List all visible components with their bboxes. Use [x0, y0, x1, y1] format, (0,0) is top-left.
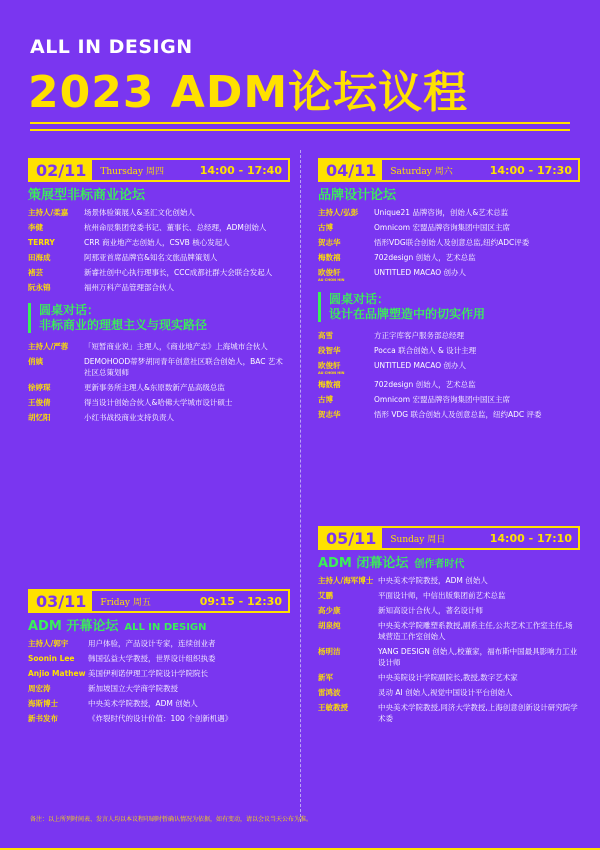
speaker-row [28, 252, 290, 263]
speaker-name [28, 341, 84, 352]
session-title-main: ADM 闭幕论坛 [318, 556, 409, 571]
speaker-row [318, 590, 580, 601]
session-day: Sunday 周日 [390, 534, 446, 545]
speaker-desc: 美国伊利诺伊理工学院设计学院院长 [88, 669, 208, 678]
speaker-desc: YANG DESIGN 创始人,校董家，福布斯中国最具影响力工业设计师 [378, 647, 578, 667]
speaker-row [28, 207, 290, 218]
roundtable-heading [28, 303, 290, 333]
speaker-desc: 阿那亚首席品牌官&知名文旅品牌策划人 [84, 253, 218, 262]
session-day: Friday 周五 [100, 597, 151, 608]
speaker-row [318, 330, 580, 341]
speaker-name [318, 237, 374, 248]
session-0411-header [318, 158, 580, 182]
speaker-desc: 「短暂商业说」主理人，《商业地产志》上海城市合伙人 [84, 342, 268, 351]
speaker-row [318, 345, 580, 356]
speaker-row [28, 668, 290, 679]
speaker-desc: 灵动 AI 创始人,视觉中国设计平台创始人 [378, 688, 513, 697]
speaker-row [318, 394, 580, 405]
speaker-row [318, 360, 580, 375]
speaker-name [318, 575, 378, 586]
speaker-desc: 更新事务所主理人&东原数新产品高级总监 [84, 383, 225, 392]
speaker-name-text: 古博 [318, 395, 333, 404]
speaker-list [318, 207, 580, 282]
speaker-desc: Omnicom 宏盟品牌咨询集团中国区主席 [374, 223, 510, 232]
session-0311 [28, 589, 290, 724]
speaker-desc: 杭州命辰集团党委书记、董事长、总经理，ADM创始人 [84, 223, 267, 232]
speaker-name-text: 主持人/弘彭 [318, 208, 359, 217]
speaker-name [28, 382, 84, 393]
speaker-name-text: 贺志华 [318, 410, 341, 419]
session-title: 策展型非标商业论坛 [28, 188, 146, 203]
speaker-name-text: 王敏教授 [318, 703, 348, 712]
speaker-desc: 平面设计师，中信出版集团前艺术总监 [378, 591, 506, 600]
session-day: Thursday 周四 [100, 166, 164, 177]
speaker-name [318, 590, 378, 601]
speaker-desc: 韩国弘益大学教授，世界设计组织执委 [88, 654, 216, 663]
speaker-name [318, 345, 374, 356]
speaker-name-text: 高少康 [318, 606, 341, 615]
speaker-desc: 用户体验，产品设计专家，连续创业者 [88, 639, 216, 648]
speaker-row [318, 702, 580, 724]
speaker-name-en: AU CHON HIN [318, 278, 345, 282]
speaker-name [28, 698, 88, 709]
speaker-name-text: 俏姨 [28, 357, 43, 366]
session-time: 14:00 - 17:40 [199, 163, 282, 177]
speaker-desc: 702design 创始人，艺术总监 [374, 380, 476, 389]
speaker-row [28, 638, 290, 649]
speaker-name-text: 梅数禧 [318, 253, 341, 262]
speaker-name-text: 艾鹏 [318, 591, 333, 600]
speaker-desc: 《炸裂时代的设计价值：100 个创新机遇》 [88, 714, 233, 723]
speaker-row [318, 687, 580, 698]
speaker-name [318, 207, 374, 218]
speaker-desc: UNTITLED MACAO 创办人 [374, 268, 467, 277]
speaker-desc: 702design 创始人，艺术总监 [374, 253, 476, 262]
speaker-desc: 新加坡国立大学商学院教授 [88, 684, 178, 693]
speaker-desc: 福州万科产品管理部合伙人 [84, 283, 174, 292]
speaker-name [28, 397, 84, 408]
speaker-name-text: 徐婷琛 [28, 383, 51, 392]
speaker-name-text: 阮永锦 [28, 283, 51, 292]
speaker-name [318, 222, 374, 233]
speaker-name [28, 267, 84, 278]
roundtable-speaker-list [318, 330, 580, 420]
speaker-name-en: AU CHON HIN [318, 371, 345, 375]
speaker-name [28, 653, 88, 664]
speaker-name [318, 620, 378, 642]
speaker-desc: 场景体验策展人&圣汇文化创始人 [84, 208, 195, 217]
speaker-name [28, 237, 84, 248]
speaker-row [28, 698, 290, 709]
speaker-name-text: 主持人/严蓉 [28, 342, 69, 351]
speaker-desc: 新睿社创中心执行理事长，CCC成都社群大会联合发起人 [84, 268, 273, 277]
speaker-name-text: 周宏涛 [28, 684, 51, 693]
session-time: 14:00 - 17:10 [489, 531, 572, 545]
speaker-name-text: 欧俊轩 [318, 268, 341, 277]
speaker-name-text: 主持人/海军博士 [318, 576, 374, 585]
speaker-desc: 中央美术学院雕塑系教授,副系主任,公共艺术工作室主任,场域营造工作室创始人 [378, 621, 573, 641]
session-date: 05/11 [320, 528, 382, 548]
speaker-row [28, 237, 290, 248]
speaker-row [318, 575, 580, 586]
footnote: 备注：以上所列时间表、发言人均以本议程印刷时暂确认情况为依据，如有变动，请以会议当天公布为准。 [30, 816, 313, 823]
page-title: 2023 ADM论坛议程 [28, 67, 469, 118]
speaker-desc: 中央美院设计学院副院长,教授,数字艺术家 [378, 673, 518, 682]
header-rule-bottom [30, 129, 570, 131]
speaker-name [318, 330, 374, 341]
roundtable-speaker-list [28, 341, 290, 423]
speaker-row [28, 412, 290, 423]
session-title-sub: 创作者时代 [414, 559, 465, 570]
speaker-row [28, 382, 290, 393]
speaker-name [28, 713, 88, 724]
speaker-row [28, 356, 290, 378]
speaker-name [318, 605, 378, 616]
speaker-name-text: 王俊倩 [28, 398, 51, 407]
speaker-name-text: 海斯博士 [28, 699, 58, 708]
speaker-name-text: 高雪 [318, 331, 333, 340]
speaker-name [318, 409, 374, 420]
speaker-name [318, 360, 374, 375]
column-divider [300, 150, 301, 822]
session-0411 [318, 158, 580, 420]
speaker-name-text: 田海成 [28, 253, 51, 262]
speaker-name [28, 252, 84, 263]
speaker-row [28, 683, 290, 694]
speaker-desc: 中央美术学院教授,同济大学教授,上海创意创新设计研究院学术委 [378, 703, 578, 723]
roundtable-label: 圆桌对话： [39, 303, 100, 317]
speaker-name [318, 702, 378, 724]
roundtable-topic: 设计在品牌塑造中的切实作用 [329, 307, 486, 321]
speaker-name-text: 主持人/柔嘉 [28, 208, 69, 217]
speaker-name-text: 主持人/郭宇 [28, 639, 69, 648]
speaker-desc: 得当设计创始合伙人&哈佛大学城市设计硕士 [84, 398, 233, 407]
speaker-row [318, 222, 580, 233]
speaker-name [318, 267, 374, 282]
speaker-name-text: Soonin Lee [28, 654, 75, 663]
speaker-row [318, 379, 580, 390]
roundtable-topic: 非标商业的理想主义与现实路径 [39, 318, 208, 332]
speaker-name [28, 207, 84, 218]
speaker-name [28, 638, 88, 649]
session-title-sub: ALL IN DESIGN [124, 622, 207, 633]
session-time: 09:15 - 12:30 [199, 594, 282, 608]
speaker-name [318, 687, 378, 698]
speaker-desc: 中央美术学院教授，ADM 创始人 [378, 576, 488, 585]
speaker-row [318, 252, 580, 263]
speaker-name [28, 356, 84, 378]
session-0511 [318, 526, 580, 724]
session-day: Saturday 周六 [390, 166, 453, 177]
speaker-desc: 方正字库客户服务部总经理 [374, 331, 464, 340]
speaker-row [318, 646, 580, 668]
speaker-name-text: 古博 [318, 223, 333, 232]
roundtable-label: 圆桌对话： [329, 292, 390, 306]
header-rule-top [30, 122, 570, 124]
speaker-name-text: 李健 [28, 223, 43, 232]
speaker-name-text: Anjio Mathew [28, 669, 86, 678]
speaker-name [318, 672, 378, 683]
speaker-name-text: 梅数禧 [318, 380, 341, 389]
speaker-list [28, 638, 290, 724]
speaker-name [28, 282, 84, 293]
speaker-desc: 悟形VDG联合创始人及创意总监,纽约ADC评委 [374, 238, 530, 247]
speaker-row [318, 672, 580, 683]
speaker-name-text: TERRY [28, 238, 55, 247]
session-title-main: ADM 开幕论坛 [28, 619, 119, 634]
speaker-name [28, 412, 84, 423]
speaker-name [28, 683, 88, 694]
session-title [28, 615, 290, 634]
speaker-name-text: 新书发布 [28, 714, 58, 723]
speaker-row [28, 713, 290, 724]
speaker-row [318, 409, 580, 420]
speaker-name-text: 褚芸 [28, 268, 43, 277]
speaker-row [318, 605, 580, 616]
speaker-desc: 新知高设计合伙人，著名设计师 [378, 606, 483, 615]
speaker-desc: DEMOHOOD蒂梦胡同青年创意社区联合创始人，BAC 艺术社区总策划师 [84, 357, 283, 377]
speaker-name [318, 394, 374, 405]
speaker-name [318, 646, 378, 668]
speaker-name-text: 胡忆阳 [28, 413, 51, 422]
speaker-row [318, 267, 580, 282]
speaker-row [28, 267, 290, 278]
speaker-row [28, 341, 290, 352]
speaker-desc: 小红书战投商业支持负责人 [84, 413, 174, 422]
session-title: 品牌设计论坛 [318, 188, 397, 203]
session-0211-header [28, 158, 290, 182]
speaker-row [28, 653, 290, 664]
speaker-row [318, 237, 580, 248]
speaker-name-text: 雷鸿波 [318, 688, 341, 697]
header-small-title: ALL IN DESIGN [30, 36, 193, 58]
speaker-name [28, 668, 88, 679]
session-0211 [28, 158, 290, 423]
speaker-desc: Pocca 联合创始人 & 设计主理 [374, 346, 477, 355]
speaker-name-text: 新军 [318, 673, 333, 682]
speaker-row [28, 222, 290, 233]
speaker-row [28, 397, 290, 408]
session-date: 03/11 [30, 591, 92, 611]
speaker-name-text: 段智华 [318, 346, 341, 355]
session-date: 02/11 [30, 160, 92, 180]
session-time: 14:00 - 17:30 [489, 163, 572, 177]
speaker-desc: UNTITLED MACAO 创办人 [374, 361, 467, 370]
session-title [318, 552, 580, 571]
speaker-desc: Omnicom 宏盟品牌咨询集团中国区主席 [374, 395, 510, 404]
speaker-name-text: 胡泉纯 [318, 621, 341, 630]
speaker-desc: Unique21 品牌咨询，创始人&艺术总监 [374, 208, 509, 217]
speaker-name [318, 252, 374, 263]
speaker-name-text: 杨明洁 [318, 647, 341, 656]
session-0511-header [318, 526, 580, 550]
speaker-row [318, 620, 580, 642]
speaker-name [28, 222, 84, 233]
speaker-desc: CRR 商业地产志创始人，CSVB 核心发起人 [84, 238, 230, 247]
session-date: 04/11 [320, 160, 382, 180]
speaker-name-text: 贺志华 [318, 238, 341, 247]
speaker-list [28, 207, 290, 293]
speaker-desc: 悟形 VDG 联合创始人及创意总监，纽约ADC 评委 [374, 410, 542, 419]
speaker-name-text: 欧俊轩 [318, 361, 341, 370]
speaker-row [318, 207, 580, 218]
session-0311-header [28, 589, 290, 613]
roundtable-heading [318, 292, 580, 322]
speaker-list [318, 575, 580, 724]
speaker-desc: 中央美术学院教授，ADM 创始人 [88, 699, 198, 708]
speaker-row [28, 282, 290, 293]
speaker-name [318, 379, 374, 390]
